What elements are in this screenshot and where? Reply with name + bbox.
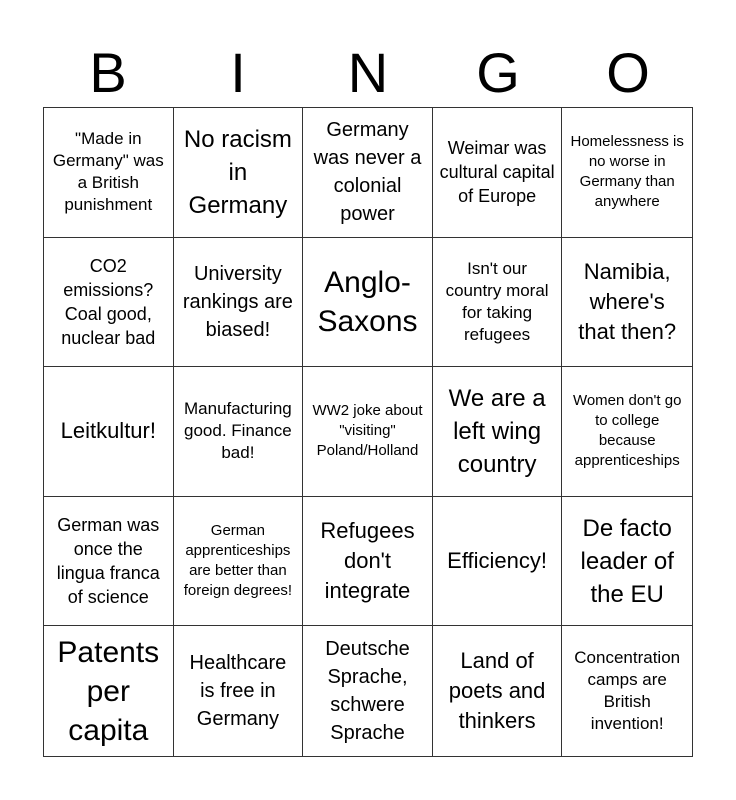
bingo-cell-text: Homelessness is no worse in Germany than anywhere — [570, 133, 684, 211]
bingo-cell[interactable] — [44, 497, 174, 627]
bingo-cell-text: Leitkultur! — [60, 418, 156, 444]
bingo-cell[interactable] — [174, 238, 304, 368]
bingo-cell-text: We are a left wing country — [448, 384, 546, 478]
bingo-cell[interactable] — [174, 497, 304, 627]
bingo-cell-text: De facto leader of the EU — [580, 514, 674, 608]
bingo-cell-text: Land of poets and thinkers — [448, 648, 546, 734]
bingo-cell-text: German was once the lingua franca of science — [56, 515, 160, 608]
header-letter-n: N — [347, 41, 389, 104]
bingo-cell[interactable] — [44, 367, 174, 497]
header-letter-b: B — [89, 41, 127, 104]
bingo-cell-text: Patents per capita — [57, 635, 160, 747]
bingo-cell-text: Concentration camps are British invention! — [574, 648, 681, 734]
bingo-cell[interactable] — [174, 108, 304, 238]
bingo-cell-text: Anglo-Saxons — [317, 265, 418, 338]
bingo-cell[interactable] — [303, 108, 433, 238]
bingo-cell[interactable] — [303, 238, 433, 368]
bingo-cell[interactable] — [303, 497, 433, 627]
header-letter-g: G — [476, 41, 520, 104]
bingo-cell-text: Germany was never a colonial power — [313, 119, 422, 226]
bingo-cell[interactable] — [433, 367, 563, 497]
bingo-cell[interactable] — [433, 238, 563, 368]
bingo-cell[interactable] — [562, 497, 692, 627]
bingo-cell[interactable] — [174, 367, 304, 497]
bingo-cell-text: Deutsche Sprache, schwere Sprache — [325, 638, 410, 745]
bingo-cell[interactable] — [433, 108, 563, 238]
bingo-cell[interactable] — [433, 497, 563, 627]
bingo-cell-text: Healthcare is free in Germany — [189, 652, 287, 731]
bingo-cell-text: WW2 joke about "visiting" Poland/Holland — [312, 402, 423, 460]
bingo-cell[interactable] — [562, 626, 692, 756]
bingo-cell[interactable] — [44, 108, 174, 238]
bingo-board — [43, 107, 693, 757]
bingo-cell-text: CO2 emissions? Coal good, nuclear bad — [61, 255, 156, 348]
bingo-cell-text: University rankings are biased! — [182, 262, 293, 341]
bingo-cell[interactable] — [433, 626, 563, 756]
bingo-cell-text: "Made in Germany" was a British punishment — [52, 129, 164, 215]
bingo-cell[interactable] — [562, 108, 692, 238]
bingo-cell[interactable] — [303, 626, 433, 756]
bingo-cell[interactable] — [562, 367, 692, 497]
bingo-cell[interactable] — [174, 626, 304, 756]
bingo-cell-text: Namibia, where's that then? — [578, 258, 677, 344]
bingo-cell[interactable] — [562, 238, 692, 368]
bingo-header — [43, 40, 693, 106]
bingo-cell[interactable] — [44, 626, 174, 756]
bingo-cell-text: Manufacturing good. Finance bad! — [184, 399, 292, 463]
bingo-cell-text: Isn't our country moral for taking refugees — [445, 258, 549, 344]
bingo-cell-text: Efficiency! — [447, 548, 548, 574]
bingo-cell[interactable] — [303, 367, 433, 497]
header-letter-o: O — [606, 41, 650, 104]
bingo-cell-text: Refugees don't integrate — [320, 518, 415, 604]
bingo-cell-text: Weimar was cultural capital of Europe — [439, 138, 555, 207]
bingo-cell-text: Women don't go to college because apprenticeships — [572, 392, 682, 470]
bingo-cell-text: No racism in Germany — [183, 125, 292, 219]
bingo-cell-text: German apprenticeships are better than foreign degrees! — [183, 522, 293, 600]
bingo-cell[interactable] — [44, 238, 174, 368]
header-letter-i: I — [230, 41, 246, 104]
